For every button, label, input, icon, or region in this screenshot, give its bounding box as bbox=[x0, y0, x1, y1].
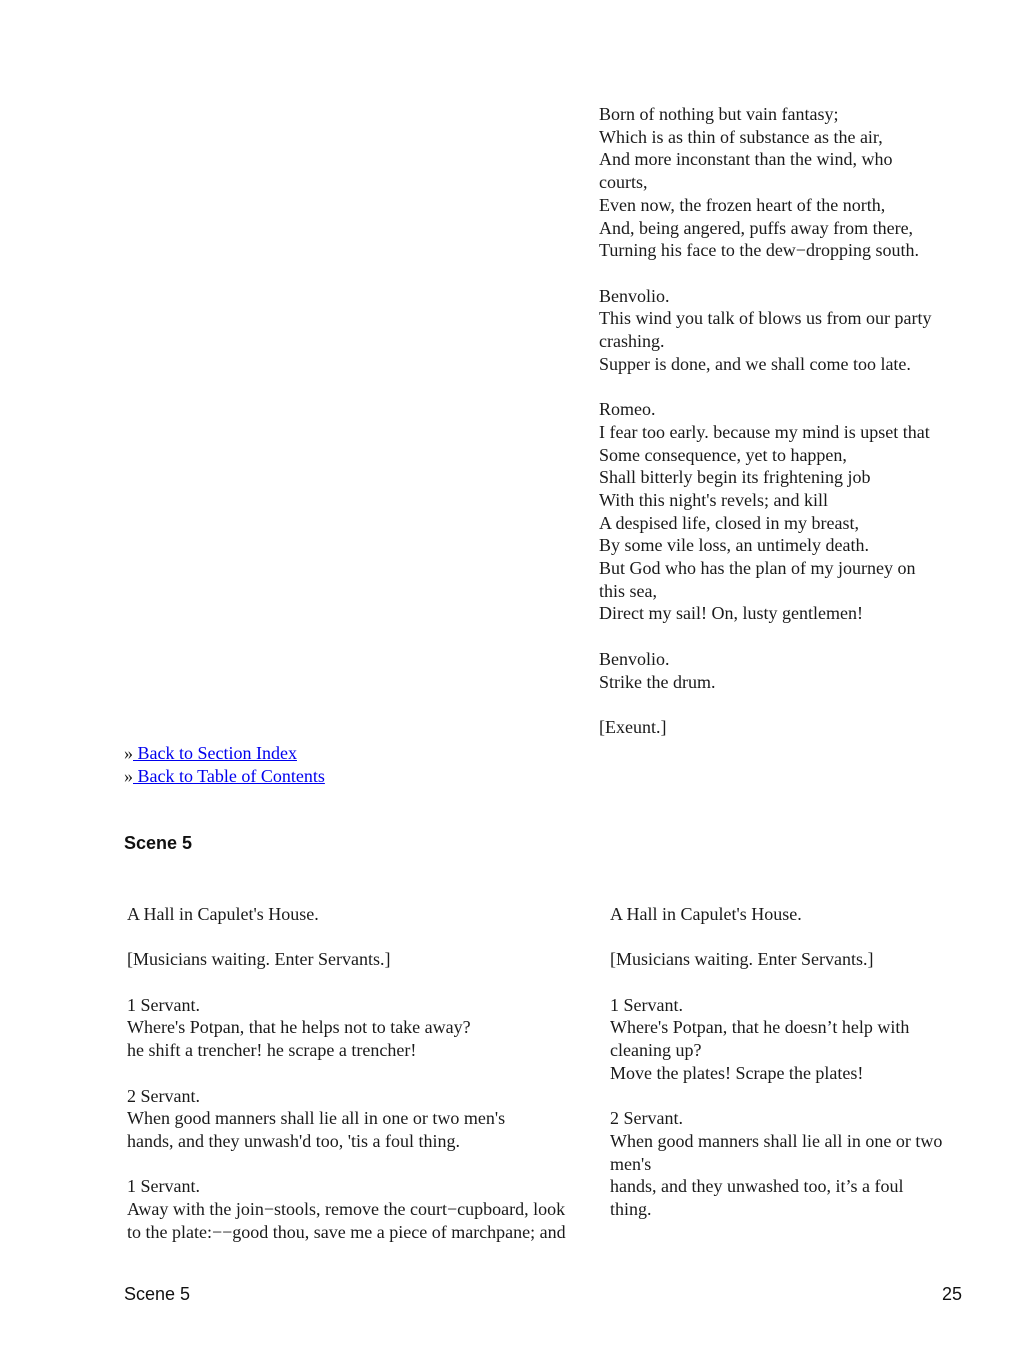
text-line: And more inconstant than the wind, who bbox=[599, 149, 893, 170]
text-line: Turning his face to the dew−dropping south. bbox=[599, 240, 919, 261]
text-line: Away with the join−stools, remove the court−cupboard, look bbox=[127, 1199, 566, 1220]
scene5-modern-column bbox=[610, 903, 942, 1221]
text-line: A Hall in Capulet's House. bbox=[127, 904, 319, 924]
text-line: Strike the drum. bbox=[599, 671, 716, 692]
section-heading: Scene 5 bbox=[124, 833, 193, 853]
top-right-text-column bbox=[599, 103, 931, 739]
text-line: hands, and they unwashed too, it’s a foul bbox=[610, 1176, 904, 1197]
paragraph-gap bbox=[599, 262, 931, 285]
paragraph-benvolio-1 bbox=[599, 285, 931, 376]
speaker-name: 2 Servant. bbox=[127, 1085, 200, 1106]
paragraph-exeunt bbox=[599, 716, 931, 739]
speaker-name: Romeo. bbox=[599, 399, 656, 420]
text-line: Where's Potpan, that he doesn’t help with bbox=[610, 1017, 910, 1038]
text-line: thing. bbox=[610, 1199, 652, 1220]
paragraph-mab-speech-end bbox=[599, 103, 931, 262]
back-to-table-of-contents-link[interactable]: Back to Table of Contents bbox=[133, 765, 325, 786]
paragraph-gap bbox=[599, 693, 931, 716]
stage-direction: [Musicians waiting. Enter Servants.] bbox=[610, 949, 874, 970]
paragraph-gap bbox=[599, 375, 931, 398]
paragraph-stage-direction bbox=[127, 948, 566, 971]
paragraph-gap bbox=[127, 971, 566, 994]
text-line: By some vile loss, an untimely death. bbox=[599, 535, 869, 556]
back-to-section-index-link[interactable]: Back to Section Index bbox=[133, 743, 297, 763]
text-line: Which is as thin of substance as the air, bbox=[599, 126, 883, 147]
text-line: cleaning up? bbox=[610, 1040, 702, 1061]
text-line: Move the plates! Scrape the plates! bbox=[610, 1062, 864, 1083]
text-line: A Hall in Capulet's House. bbox=[610, 904, 802, 924]
scene5-original-column bbox=[127, 903, 566, 1243]
text-line: When good manners shall lie all in one or two men's bbox=[127, 1108, 506, 1129]
paragraph-gap bbox=[599, 625, 931, 648]
speaker-name: 1 Servant. bbox=[610, 994, 683, 1015]
paragraph-gap bbox=[127, 1153, 566, 1176]
text-line: Shall bitterly begin its frightening job bbox=[599, 467, 871, 488]
paragraph-servant-1 bbox=[610, 994, 942, 1085]
paragraph-benvolio-2 bbox=[599, 648, 931, 693]
paragraph-servant-2 bbox=[610, 1107, 942, 1221]
text-line: courts, bbox=[599, 172, 648, 193]
text-line: Where's Potpan, that he helps not to take away? bbox=[127, 1017, 471, 1038]
text-line: This wind you talk of blows us from our party bbox=[599, 308, 932, 329]
speaker-name: Benvolio. bbox=[599, 648, 670, 669]
paragraph-gap bbox=[610, 1085, 942, 1108]
footer-page-number: 25 bbox=[941, 1284, 962, 1304]
text-line: crashing. bbox=[599, 331, 665, 352]
footer-section-title: Scene 5 bbox=[124, 1284, 191, 1304]
text-line: Some consequence, yet to happen, bbox=[599, 444, 847, 465]
text-line: Direct my sail! On, lusty gentlemen! bbox=[599, 603, 863, 624]
paragraph-setting bbox=[127, 903, 566, 926]
paragraph-gap bbox=[610, 926, 942, 949]
text-line: Supper is done, and we shall come too late. bbox=[599, 353, 911, 374]
paragraph-gap bbox=[127, 926, 566, 949]
paragraph-servant-1 bbox=[127, 994, 566, 1062]
text-line: men's bbox=[610, 1153, 652, 1174]
paragraph-servant-2 bbox=[127, 1085, 566, 1153]
nav-row-section-index bbox=[124, 742, 325, 765]
text-line: With this night's revels; and kill bbox=[599, 489, 828, 510]
text-line: hands, and they unwash'd too, 'tis a foul thing. bbox=[127, 1130, 460, 1151]
paragraph-romeo bbox=[599, 398, 931, 625]
text-line: A despised life, closed in my breast, bbox=[599, 512, 859, 533]
paragraph-setting bbox=[610, 903, 942, 926]
text-line: But God who has the plan of my journey on bbox=[599, 558, 916, 579]
nav-row-table-of-contents bbox=[124, 765, 325, 788]
text-line: Even now, the frozen heart of the north, bbox=[599, 194, 886, 215]
text-line: he shift a trencher! he scrape a trencher! bbox=[127, 1040, 417, 1061]
paragraph-gap bbox=[127, 1062, 566, 1085]
paragraph-servant-1-second bbox=[127, 1175, 566, 1243]
text-line: I fear too early. because my mind is upset that bbox=[599, 421, 930, 442]
text-line: Born of nothing but vain fantasy; bbox=[599, 104, 839, 124]
speaker-name: 1 Servant. bbox=[127, 1176, 200, 1197]
speaker-name: 2 Servant. bbox=[610, 1108, 683, 1129]
paragraph-gap bbox=[610, 971, 942, 994]
speaker-name: 1 Servant. bbox=[127, 994, 200, 1015]
text-line: to the plate:−−good thou, save me a piece of marchpane; and bbox=[127, 1221, 566, 1242]
nav-marker-icon: » bbox=[124, 743, 133, 763]
text-line: And, being angered, puffs away from there, bbox=[599, 217, 914, 238]
paragraph-stage-direction bbox=[610, 948, 942, 971]
text-line: this sea, bbox=[599, 580, 657, 601]
navigation-links bbox=[124, 742, 325, 787]
nav-marker-icon: » bbox=[124, 765, 133, 786]
speaker-name: Benvolio. bbox=[599, 285, 670, 306]
text-line: When good manners shall lie all in one or two bbox=[610, 1130, 943, 1151]
stage-direction: [Exeunt.] bbox=[599, 716, 667, 737]
stage-direction: [Musicians waiting. Enter Servants.] bbox=[127, 949, 391, 970]
